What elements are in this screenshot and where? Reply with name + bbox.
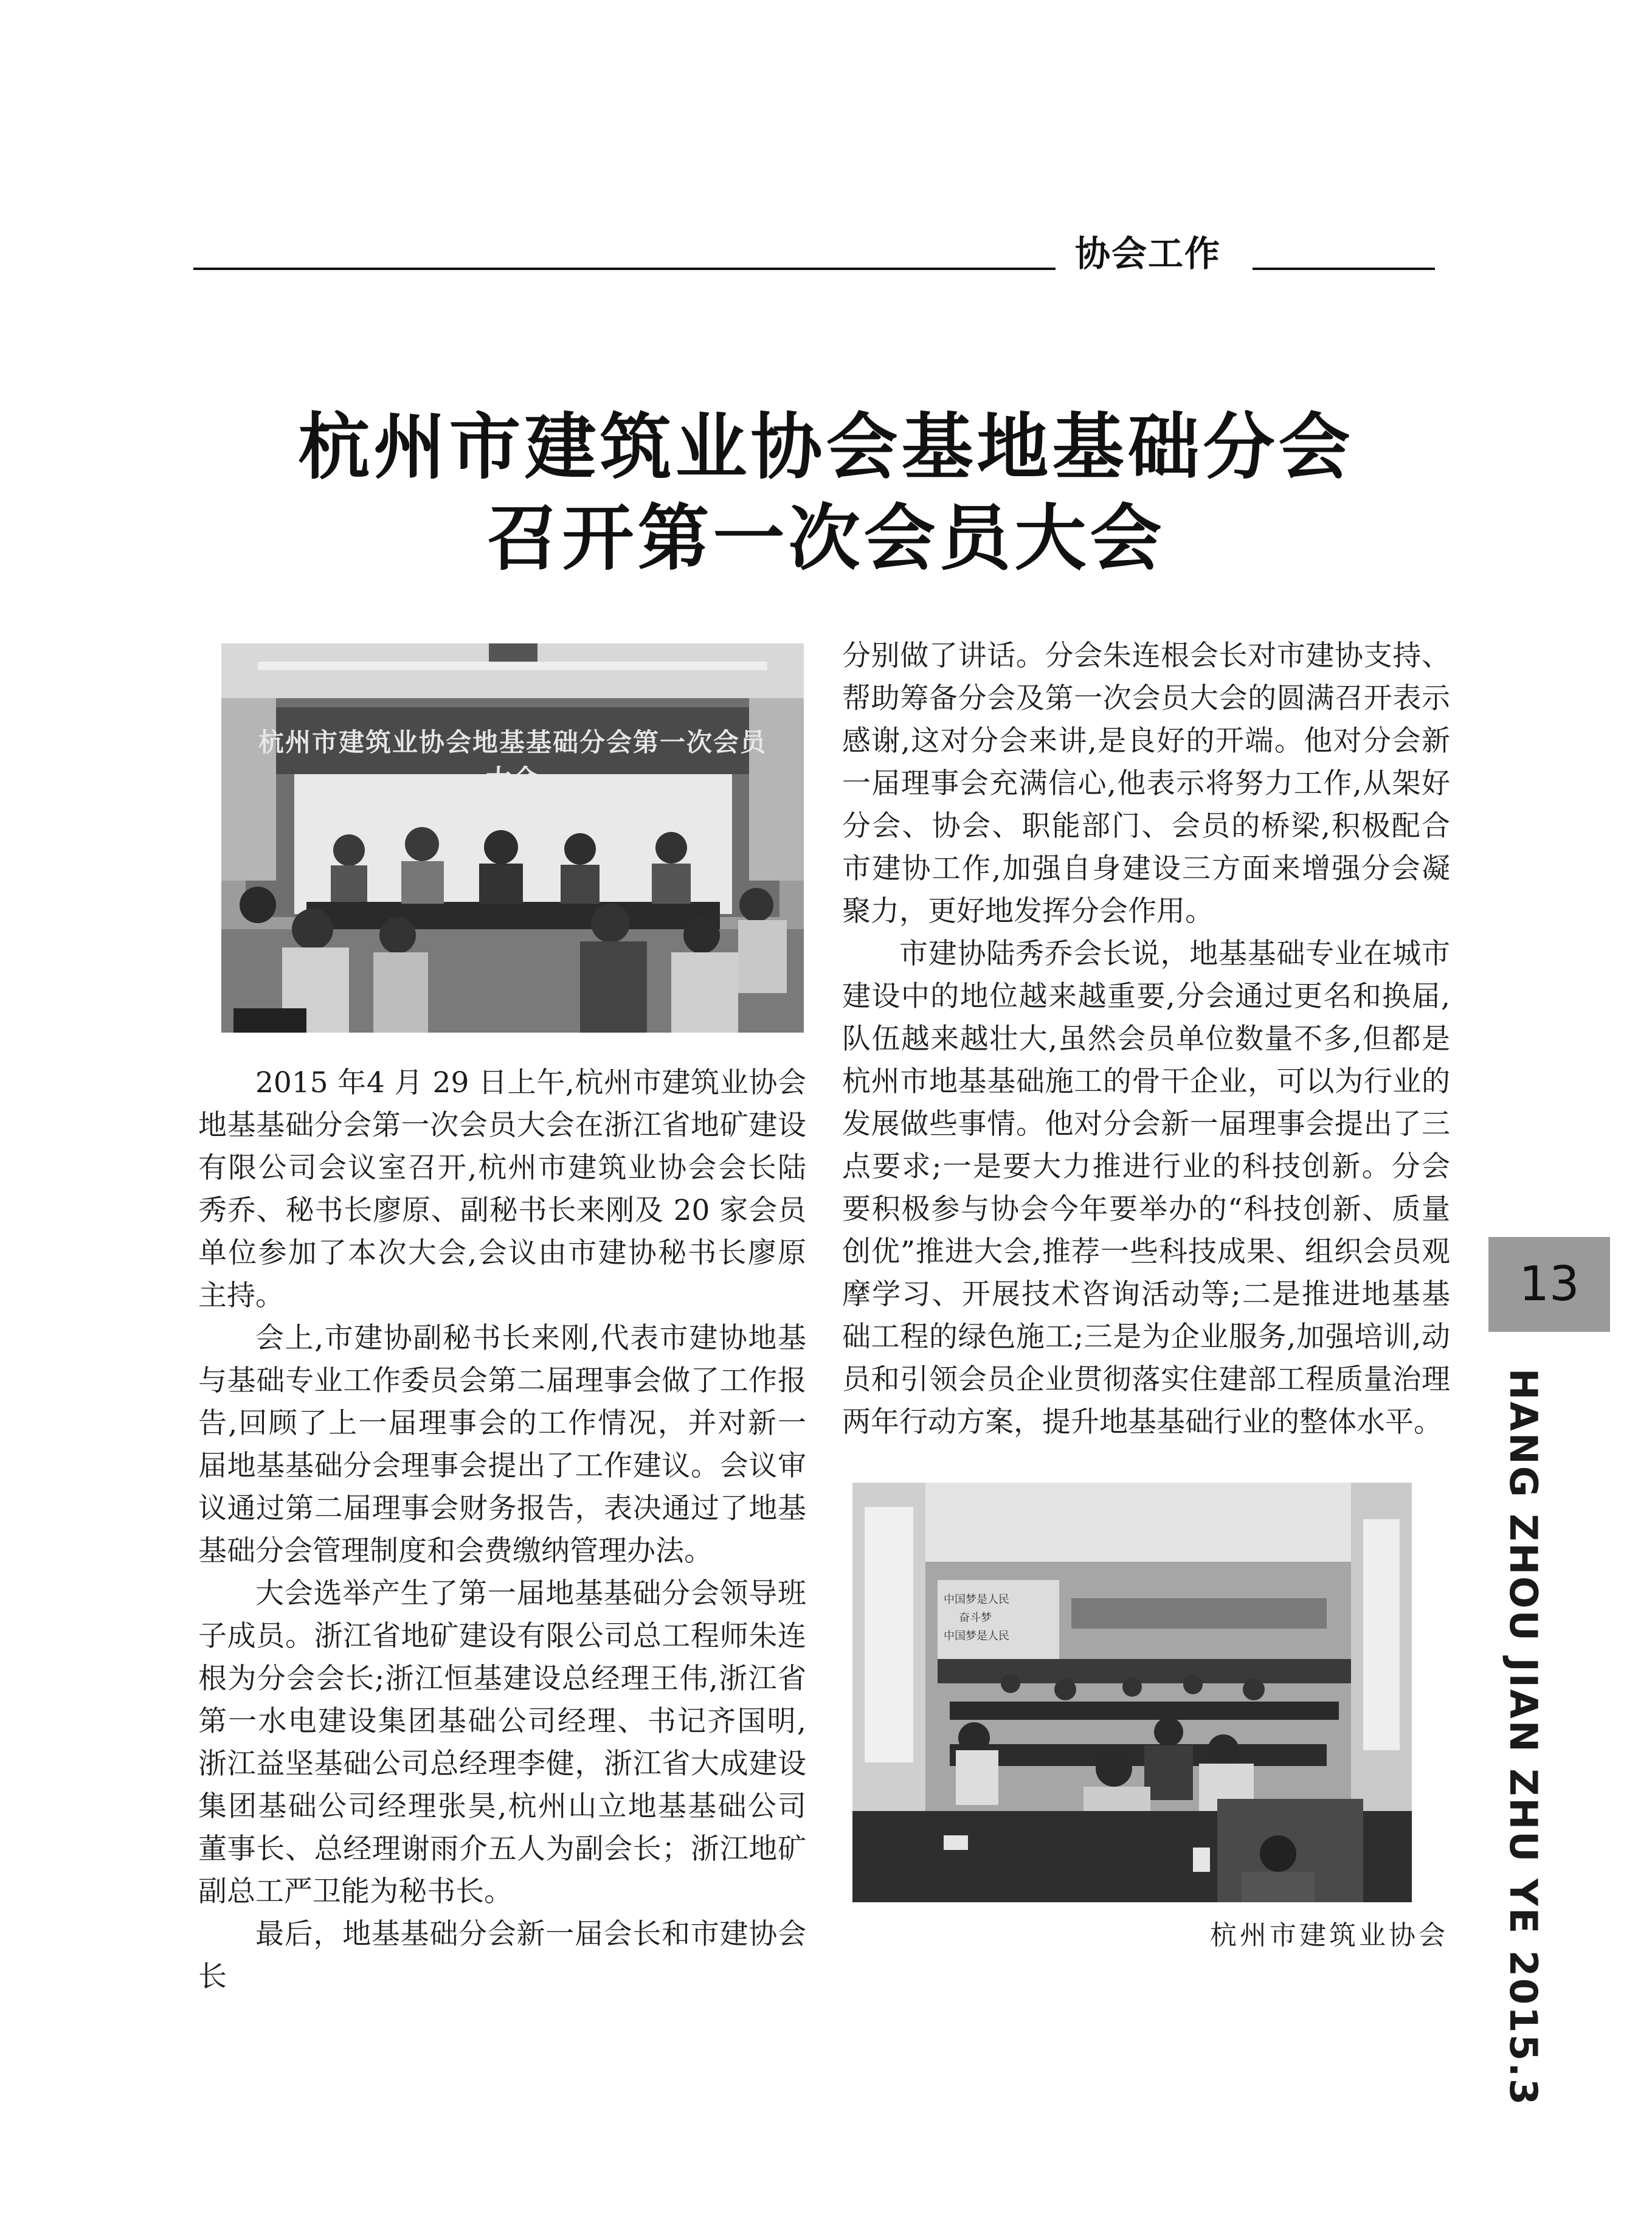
- paragraph-5: 分别做了讲话。分会朱连根会长对市建协支持、帮助筹备分会及第一次会员大会的圆满召开表示感谢,这对分会来讲,是良好的开端。他对分会新一届理事会充满信心,他表示将努力工作,从架好分会、协会、职能部门、会员的桥梁,积极配合市建协工作,加强自身建设三方面来增强分会凝聚力，更好地发挥分会作用。: [842, 639, 1450, 928]
- paragraph-6: 市建协陆秀乔会长说，地基基础专业在城市建设中的地位越来越重要,分会通过更名和换届,队伍越来越壮大,虽然会员单位数量不多,但都是杭州市地基基础施工的骨干企业，可以为行业的发展做些事情。他对分会新一届理事会提出了三点要求;一是要大力推进行业的科技创新。分会要积极参与协会今年要举办的“科技创新、质量创优”推进大会,推荐一些科技成果、组织会员观摩学习、开展技术咨询活动等;二是推进地基基础工程的绿色施工;三是为企业服务,加强培训,动员和引领会员企业贯彻落实住建部工程质量治理两年行动方案，提升地基基础行业的整体水平。: [842, 937, 1450, 1439]
- left-column: [198, 1062, 806, 1998]
- section-label: 协会工作: [1075, 233, 1222, 274]
- right-column: [842, 635, 1450, 1444]
- meeting-photo-front: [221, 643, 804, 1033]
- wall-slogan-2: 奋斗梦: [959, 1612, 992, 1624]
- paragraph-4: 最后，地基基础分会新一届会长和市建协会长: [198, 1917, 806, 1993]
- header-rule-right: [1253, 268, 1435, 270]
- meeting-photo-room-illustration: [852, 1483, 1412, 1902]
- magazine-name: HANG ZHOU JIAN ZHU YE 2015.3: [1501, 1368, 1546, 2107]
- photo-credit: 杭州市建筑业协会: [1210, 1920, 1448, 1951]
- meeting-photo-room: [852, 1483, 1412, 1902]
- paragraph-2: 会上,市建协副秘书长来刚,代表市建协地基与基础专业工作委员会第二届理事会做了工作报告,回顾了上一届理事会的工作情况，并对新一届地基基础分会理事会提出了工作建议。会议审议通过第二届理事会财务报告，表决通过了地基基础分会管理制度和会费缴纳管理办法。: [198, 1321, 806, 1568]
- wall-slogan-3: 中国梦是人民: [944, 1630, 1009, 1643]
- meeting-photo-front-illustration: [221, 643, 804, 1033]
- header-rule-left: [193, 268, 1056, 270]
- page-number: 13: [1488, 1237, 1610, 1332]
- article-title-line1: 杭州市建筑业协会基地基础分会: [298, 405, 1354, 489]
- article-title-line2: 召开第一次会员大会: [486, 496, 1166, 580]
- paragraph-1: 2015 年4 月 29 日上午,杭州市建筑业协会地基基础分会第一次会员大会在浙江省地矿建设有限公司会议室召开,杭州市建筑业协会会长陆秀乔、秘书长廖原、副秘书长来刚及 20 家会员单位参加了本次大会,会议由市建协秘书长廖原主持。: [198, 1066, 806, 1312]
- paragraph-3: 大会选举产生了第一届地基基础分会领导班子成员。浙江省地矿建设有限公司总工程师朱连根为分会会长;浙江恒基建设总经理王伟,浙江省第一水电建设集团基础公司经理、书记齐国明,浙江益坚基础公司总经理李健，浙江省大成建设集团基础公司经理张昊,杭州山立地基基础公司董事长、总经理谢雨介五人为副会长；浙江地矿副总工严卫能为秘书长。: [198, 1577, 806, 1908]
- wall-slogan-1: 中国梦是人民: [944, 1593, 1009, 1606]
- meeting-banner-text: 杭州市建筑业协会地基基础分会第一次会员大会: [258, 727, 767, 794]
